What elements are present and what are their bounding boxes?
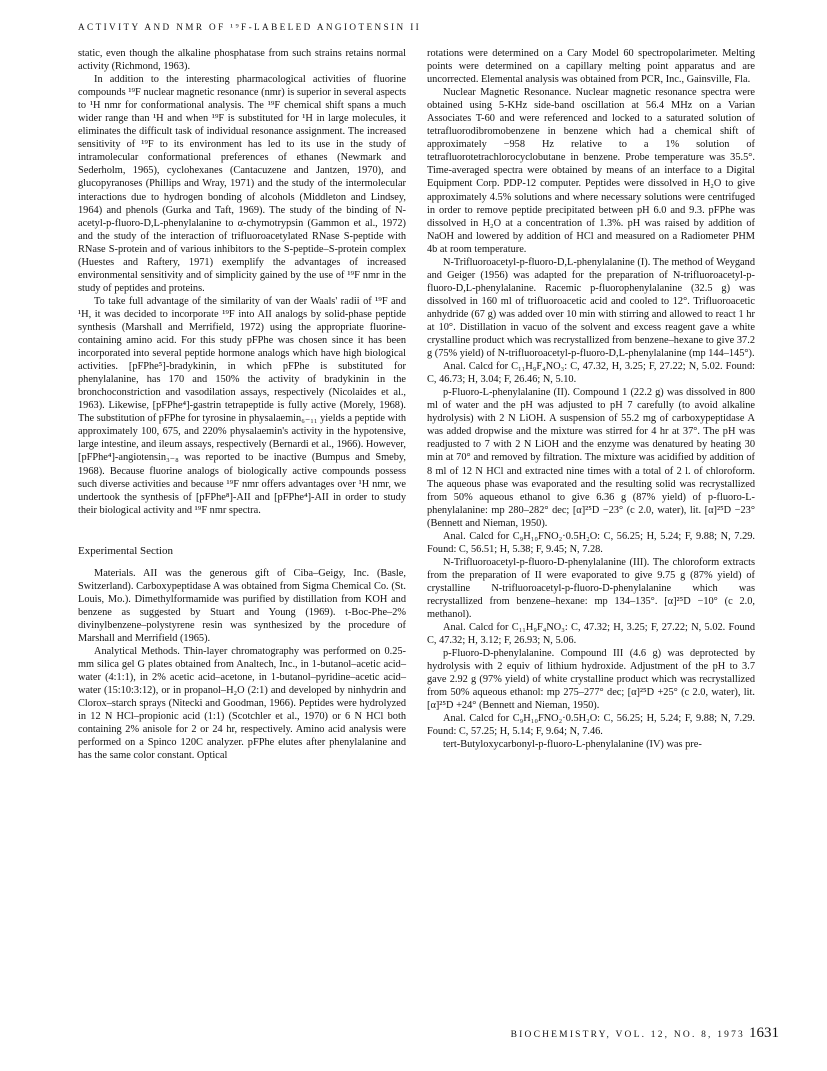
paragraph: N-Trifluoroacetyl-p-fluoro-D,L-phenylalanine (I). The method of Weygand and Geiger (1956) was adapted for the preparation of N-trifluoroacetyl-p-fluoro-D,L-phenylalanine. Racemic p-fluorophenylalanine (32.5 g) was dissolved in 160 ml of trifluoroacetic acid and cooled to 12°. Trifluoroacetic anhydride (67 g) was added over 10 min with stirring and allowed to react 1 hr at 10°. Distillation in vacuo of the solvent and excess reagent gave a white crystalline product which was recrystallized from benzene–hexane to give 37.2 g (75% yield) of N-trifluoroacetyl-p-fluoro-D,L-phenylalanine (mp 144–145°). bbox=[427, 256, 755, 360]
paragraph-continued: rotations were determined on a Cary Model 60 spectropolarimeter. Melting points were determined on a capillary melting point apparatus and are uncorrected. Elemental analysis was obtained from PCR, Inc., Gainsville, Fla. bbox=[427, 48, 755, 86]
left-column bbox=[78, 47, 406, 762]
paragraph: N-Trifluoroacetyl-p-fluoro-D-phenylalanine (III). The chloroform extracts from the preparation of II were evaporated to give 9.75 g (87% yield) of crystalline N-trifluoroacetyl-p-fluoro-D-phenylalanine which was recrystallized from benzene–hexane: mp 134–135°. [α]²⁵D −10° (c 2.0, methanol). bbox=[427, 556, 755, 621]
paragraph: Anal. Calcd for C₁₁H₉F₄NO₃: C, 47.32, H, 3.25; F, 27.22; N, 5.02. Found: C, 46.73; H, 3.04; F, 26.46; N, 5.10. bbox=[427, 361, 755, 386]
paragraph-continued: static, even though the alkaline phosphatase from such strains retains normal activity (Richmond, 1963). bbox=[78, 48, 406, 73]
paragraph: Anal. Calcd for C₁₁H₉F₄NO₃: C, 47.32; H, 3.25; F, 27.22; N, 5.02. Found C, 47.32; H, 3.12; F, 26.93; N, 5.06. bbox=[427, 622, 755, 647]
paragraph: tert-Butyloxycarbonyl-p-fluoro-L-phenylalanine (IV) was pre- bbox=[443, 739, 702, 751]
page-number: 1631 bbox=[749, 1025, 779, 1041]
right-column bbox=[427, 47, 755, 752]
paragraph: Nuclear Magnetic Resonance. Nuclear magnetic resonance spectra were obtained using 5-KHz side-band oscillation at 56.4 MHz on a Varian Associates T-60 and were referenced and locked to a saturated solution of tetrafluorodibromobenzene in benzene which had a chemical shift of approximately −958 Hz relative to a 1% solution of tetrafluorotetrachlorocyclobutane in benzene. Probe temperature was 35.5°. Time-averaged spectra were obtained by means of an interface to a Digital Equipment Corp. PDP-12 computer. Peptides were dissolved in H₂O to give approximately 4.5% solutions and where necessary solutions were centrifuged in order to remove peptide precipitated between pH 6.0 and 9.3. pFPhe was dissolved in H₂O at a concentration of 1.3%. pH was raised by addition of NaOH and lowered by addition of HCl and measured on a Radiometer PHM 4b at room temperature. bbox=[427, 87, 755, 255]
paragraph: Analytical Methods. Thin-layer chromatography was performed on 0.25-mm silica gel G plates obtained from Analtech, Inc., in 1-butanol–acetic acid–water (4:1:1), in 2% acetic acid–acetone, in 1-butanol–pyridine–acetic acid–water (15:10:3:12), or in propanol–H₂O (2:1) and developed by ninhydrin and Clorox–starch sprays (Nitecki and Goodman, 1966). Peptides were hydrolyzed in 12 N HCl–propionic acid (1:1) (Scotchler et al., 1970) or 6 N HCl both containing 2% anisole for 2 or 24 hr, respectively. Amino acid analysis were performed on a Spinco 120C analyzer. pFPhe elutes after phenylalanine and has the same color constant. Optical bbox=[78, 646, 406, 762]
paragraph: Anal. Calcd for C₉H₁₀FNO₂·0.5H₂O: C, 56.25; H, 5.24; F, 9.88; N, 7.29. Found: C, 56.51; H, 5.38; F, 9.45; N, 7.28. bbox=[427, 530, 755, 555]
section-heading: Experimental Section bbox=[78, 544, 173, 557]
paragraph: p-Fluoro-D-phenylalanine. Compound III (4.6 g) was deprotected by hydrolysis with 2 equiv of lithium hydroxide. Adjustment of the pH to 3.7 gave 2.92 g (97% yield) of white crystalline product which was recrystallized from 50% aqueous ethanol: mp 275–277° dec; [α]²⁵D +25° (c 2.0, water), lit. [α]²⁵D +24° (Bennett and Nieman, 1950). bbox=[427, 648, 755, 712]
paragraph: To take full advantage of the similarity of van der Waals' radii of ¹⁹F and ¹H, it was decided to incorporate ¹⁹F into AII analogs by solid-phase peptide synthesis (Marshall and Merrifield, 1972) using the appropriate fluorine-containing amino acid. For this study pFPhe was chosen since it has been incorporated into several peptide hormone analogs which have high biological activities. [pFPhe⁵]-bradykinin, in which pFPhe is substituted for phenylalanine, has 170 and 150% the activity of bradykinin in the bronchoconstriction and vasodilation assays, respectively (Nicolaides et al., 1963). Likewise, [pFPhe⁴]-gastrin tetrapeptide is fully active (Morely, 1968). The substitution of pFPhe for tyrosine in physalaemin₆₋₁₁ yields a peptide with approximately 100, 675, and 220% physalaemin's activity in the hypotensive, large intestine, and ileum assays, respectively (Bernardi et al., 1966). However, [pFPhe⁴]-angiotensin₃₋₈ was reported to be inactive (Bumpus and Smeby, 1968). Because fluorine analogs of biologically active compounds possess such diverse activities and because ¹⁹F nmr offers advantages over ¹H nmr, we undertook the synthesis of [pFPhe⁸]-AII and [pFPhe⁴]-AII in order to study their biological activity and ¹⁹F nmr spectra. bbox=[78, 295, 406, 516]
journal-citation: BIOCHEMISTRY, VOL. 12, NO. 8, 1973 bbox=[510, 1030, 745, 1040]
paragraph: Anal. Calcd for C₉H₁₀FNO₂·0.5H₂O: C, 56.25; H, 5.24; F, 9.88; N, 7.29. Found: C, 57.25; H, 5.14; F, 9.64; N, 7.46. bbox=[427, 713, 755, 738]
running-header: ACTIVITY AND NMR OF ¹⁹F-LABELED ANGIOTENSIN II bbox=[78, 22, 422, 32]
paragraph: p-Fluoro-L-phenylalanine (II). Compound 1 (22.2 g) was dissolved in 800 ml of water and the pH was adjusted to pH 7 carefully (to avoid alkaline hydrolysis) with 2 N LiOH. A suspension of 55.2 mg of carboxypeptidase A was added dropwise and the mixture was stirred for 4 hr at 37°. The pH was readjusted to 7 with 2 N LiOH and the enzyme was denatured by heating 30 min at 70° and removed by filtration. The mixture was acidified by addition of 8 ml of 12 N HCl and extracted nine times with a total of 2 l. of chloroform. The aqueous phase was evaporated and the resulting solid was recrystallized from 50% aqueous ethanol to give 6.36 g (87% yield) of p-fluoro-L-phenylalanine: mp 280–282° dec; [α]²⁵D −23° (c 2.0, water), lit. [α]²⁵D −23° (Bennett and Nieman, 1950). bbox=[427, 387, 755, 529]
paragraph: Materials. AII was the generous gift of Ciba–Geigy, Inc. (Basle, Switzerland). Carboxypeptidase A was obtained from Sigma Chemical Co. (St. Louis, Mo.). Dimethylformamide was purified by distillation from KOH and benzene as suggested by Stuart and Young (1969). t-Boc-Phe–2% divinylbenzene–polystyrene resin was synthesized by the procedure of Marshall and Merrifield (1965). bbox=[78, 567, 406, 644]
page-footer bbox=[444, 1025, 779, 1042]
paragraph: In addition to the interesting pharmacological activities of fluorine compounds ¹⁹F nuclear magnetic resonance (nmr) is superior in several aspects to ¹H nmr for conformational analysis. The ¹⁹F chemical shift spans a much wider range than ¹H and when ¹⁹F is substituted for ¹H in large molecules, it eliminates the difficult task of individual resonance assignment. The increased sensitivity of ¹⁹F to its environment has led to its use in the study of intramolecular conformational preferences of ethanes (Newmark and Sederholm, 1965), cyclohexanes (Cantacuzene and Jantzen, 1970), and glucopyranoses (Phillips and Wray, 1971) and the study of the intermolecular interactions due to hydrogen bonding of alcohols (Middleton and Lindsey, 1964) and phenols (Gurka and Taft, 1969). The study of the binding of N-acetyl-p-fluoro-D,L-phenylalanine to α-chymotrypsin (Gammon et al., 1972) and the study of the interaction of trifluoroacetylated RNase S-peptide with RNase S-protein and of various inhibitors to the S-peptide–S-protein complex (Huestes and Raftery, 1971) exemplify the advantages of increased environmental sensitivity and of simplicity gained by the use of ¹⁹F nmr in the study of peptides and proteins. bbox=[78, 74, 406, 294]
